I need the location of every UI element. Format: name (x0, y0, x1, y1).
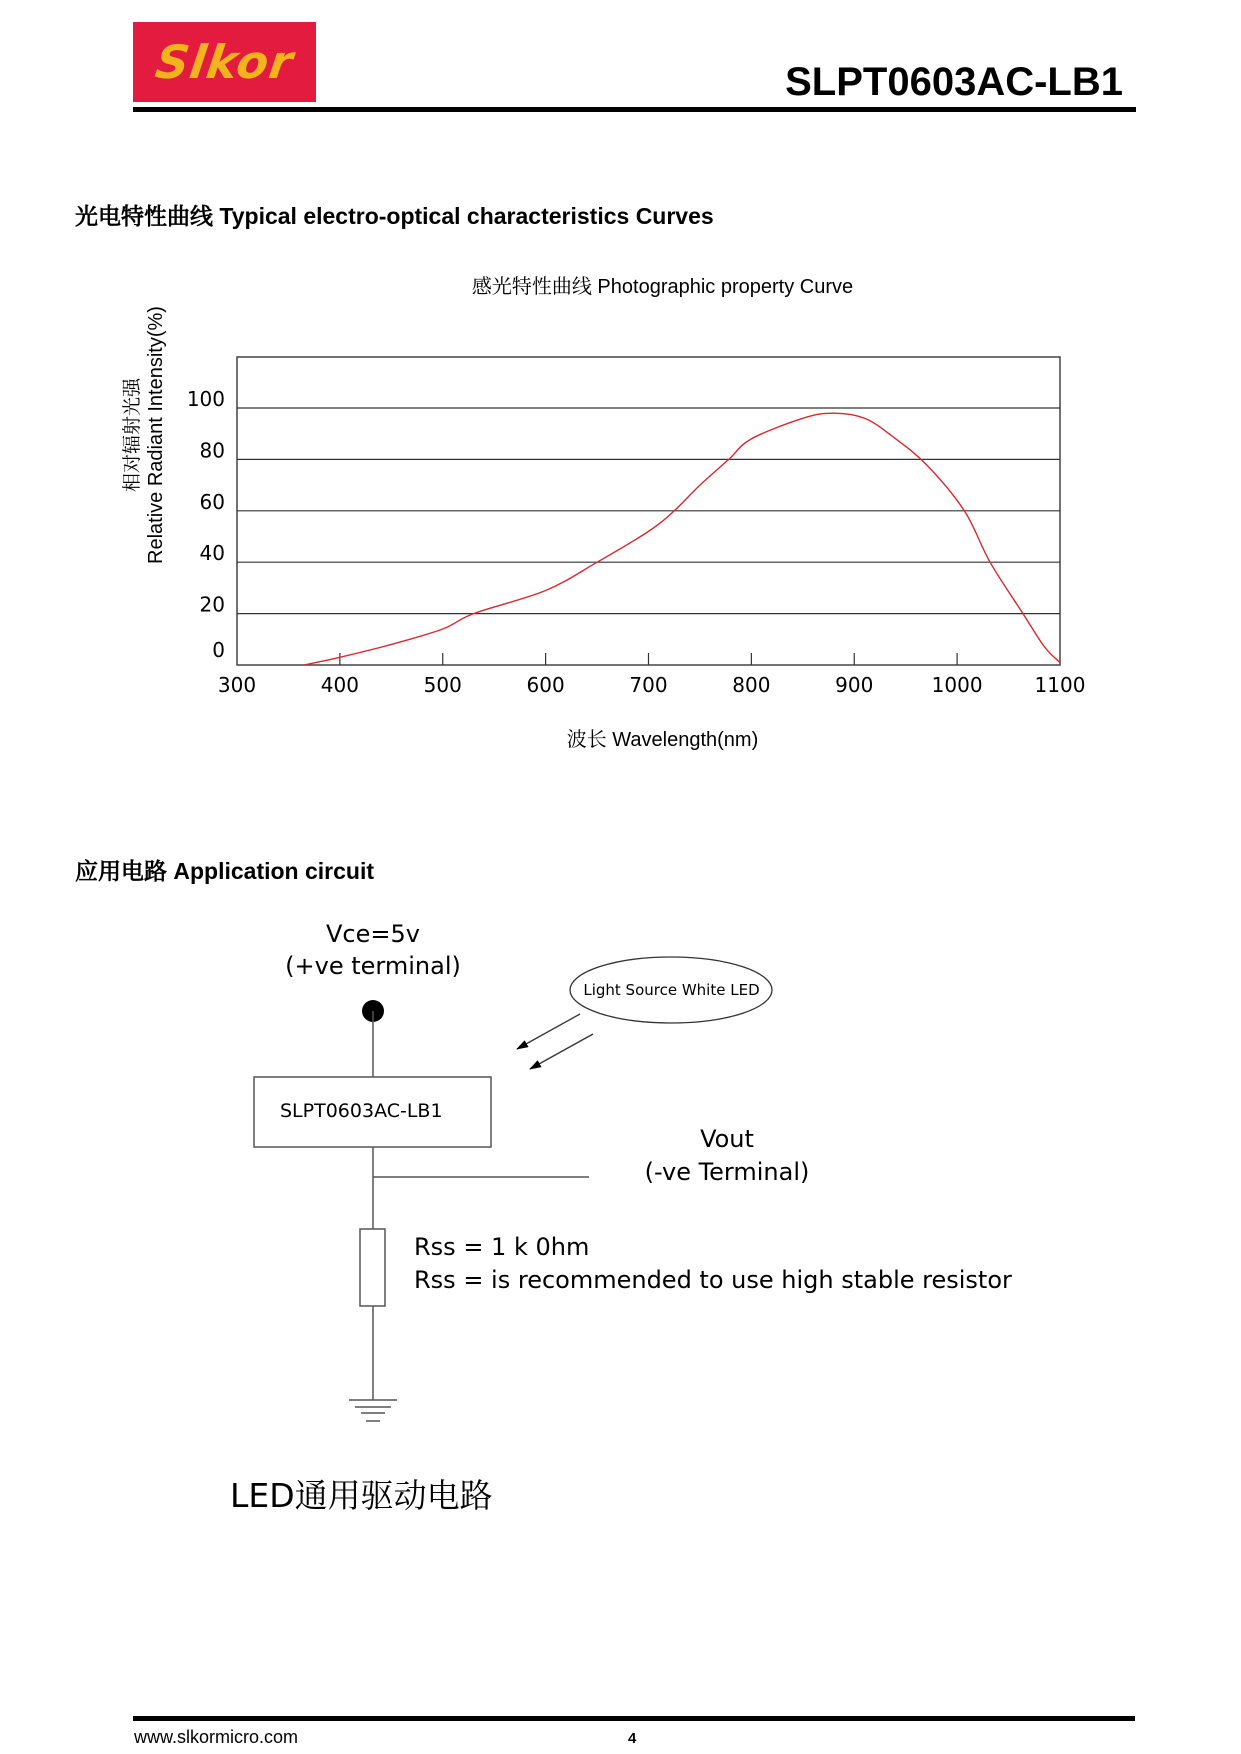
svg-text:20: 20 (199, 592, 225, 617)
svg-text:40: 40 (199, 541, 225, 566)
svg-text:700: 700 (629, 673, 668, 697)
resistor-rss (360, 1229, 385, 1306)
svg-text:900: 900 (835, 673, 874, 697)
svg-text:1000: 1000 (931, 673, 983, 697)
svg-text:60: 60 (199, 489, 225, 514)
vce-terminal-node (362, 1000, 384, 1022)
y-axis-label-cn: 相对辐射光强 (121, 378, 143, 493)
logo-text: Slkor (152, 35, 297, 89)
page-number: 4 (628, 1730, 637, 1747)
chart-plot-area (187, 357, 1086, 697)
part-number-title: SLPT0603AC-LB1 (785, 60, 1123, 104)
vce-label: Vce=5v (326, 920, 420, 948)
device-label: SLPT0603AC-LB1 (280, 1100, 443, 1122)
vout-label: Vout (700, 1125, 754, 1153)
y-axis-label-en: Relative Radiant Intensity(%) (145, 306, 167, 564)
svg-text:600: 600 (526, 673, 565, 697)
chart-title: 感光特性曲线 Photographic property Curve (471, 276, 854, 298)
vout-terminal-label: (-ve Terminal) (644, 1158, 810, 1186)
svg-text:500: 500 (423, 673, 462, 697)
circuit-caption: LED通用驱动电路 (230, 1476, 493, 1515)
x-axis-label: 波长 Wavelength(nm) (566, 729, 759, 751)
ground-symbol (349, 1400, 397, 1421)
footer-rule (133, 1716, 1135, 1721)
light-arrow-icon (517, 1014, 580, 1049)
svg-text:300: 300 (217, 673, 257, 697)
svg-text:400: 400 (320, 673, 359, 697)
y-axis-label (120, 285, 168, 585)
svg-text:0: 0 (212, 638, 225, 662)
brand-logo (133, 22, 316, 102)
section-heading-curves: 光电特性曲线 Typical electro-optical characteristics Curves (75, 203, 714, 229)
header-rule (133, 107, 1136, 112)
svg-text:100: 100 (186, 387, 225, 411)
rss-value: Rss = 1 k 0hm (414, 1233, 590, 1261)
svg-text:800: 800 (732, 673, 771, 697)
vce-terminal-label: (+ve terminal) (285, 952, 461, 980)
section-heading-circuit: 应用电路 Application circuit (75, 858, 375, 884)
svg-text:80: 80 (199, 438, 225, 463)
svg-text:1100: 1100 (1034, 673, 1086, 697)
intensity-curve (304, 413, 1060, 665)
light-source-label: Light Source White LED (583, 981, 760, 999)
light-arrow-icon (530, 1034, 593, 1069)
rss-note: Rss = is recommended to use high stable resistor (414, 1266, 1012, 1294)
footer-website[interactable]: www.slkormicro.com (134, 1727, 299, 1747)
